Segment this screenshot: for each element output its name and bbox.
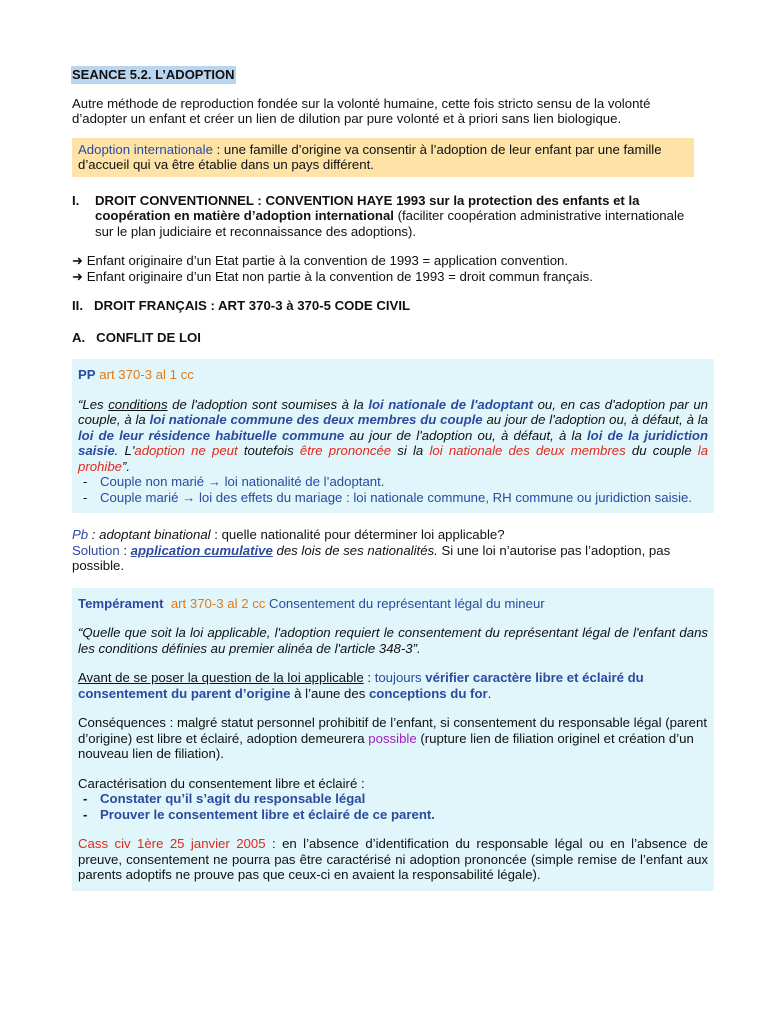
temperament-header bbox=[78, 596, 708, 612]
international-adoption-box bbox=[72, 138, 694, 177]
principle-list bbox=[78, 474, 708, 505]
temperament-consequences: Conséquences : malgré statut personnel prohibitif de l’enfant, si consentement du responsable légal (parent d’origine) est libre et éclairé, adoption demeurera possible (rupture lien de filiation originel et création d’un nouveau lien de filiation). bbox=[78, 715, 707, 761]
temperament-cass: Cass civ 1ère 25 janvier 2005 : en l’absence d’identification du responsable légal ou en l’absence de preuve, consentement ne pourra pas être caractérisé ni adoption prononcée (simple remise de l’enfant aux parents adoptifs ne prouve pas que ceux-ci en avaient la responsabilité légale). bbox=[78, 836, 708, 882]
principle-box bbox=[72, 359, 714, 513]
principle-label: PP bbox=[78, 367, 96, 382]
international-adoption-text: : une famille d’origine va consentir à l’adoption de leur enfant par une famille d’accueil qui va être établie dans un pays différent. bbox=[78, 141, 662, 172]
problem-label: Pb bbox=[72, 527, 89, 542]
solution-rest: des lois de ses nationalités. bbox=[272, 542, 438, 558]
section-1-rest: (faciliter coopération administrative internationale sur le plan judiciaire et reconnaissance des adoptions). bbox=[95, 208, 685, 239]
temperament-avant: Avant de se poser la question de la loi applicable : toujours vérifier caractère libre et éclairé du consentement du parent d’origine à l’aune des conceptions du for. bbox=[78, 670, 644, 701]
solution-label: Solution bbox=[72, 542, 120, 558]
problem-rest: : quelle nationalité pour déterminer loi applicable? bbox=[210, 527, 505, 542]
section-1-number: I. bbox=[72, 192, 80, 208]
list-item: - Prouver le consentement libre et éclairé de ce parent. bbox=[78, 807, 708, 823]
caracterisation-list bbox=[78, 791, 708, 822]
cass-label: Cass civ 1ère 25 janvier 2005 bbox=[78, 836, 266, 851]
principle-header bbox=[78, 367, 708, 383]
temperament-label: Tempérament bbox=[78, 595, 164, 611]
temperament-quote: “Quelle que soit la loi applicable, l'adoption requiert le consentement du représentant légal de l'enfant dans les conditions définies au premier alinéa de l'article 348-3”. bbox=[78, 625, 708, 656]
list-item: - Constater qu’il s’agit du responsable légal bbox=[78, 791, 708, 807]
problem-solution bbox=[72, 527, 696, 574]
temperament-caracterisation: Caractérisation du consentement libre et éclairé : bbox=[78, 775, 365, 791]
list-item: - Couple marié → loi des effets du mariage : loi nationale commune, RH commune ou juridiction saisie. bbox=[78, 490, 708, 506]
arrow-item: ➜ Enfant originaire d’un Etat partie à la convention de 1993 = application convention. bbox=[72, 253, 569, 268]
convention-arrows bbox=[72, 253, 696, 284]
problem-text: : adoptant binational bbox=[88, 527, 211, 542]
intro-paragraph: Autre méthode de reproduction fondée sur la volonté humaine, cette fois stricto sensu de la volonté d’adopter un enfant et créer un lien de dilution par pure volonté et à priori sans lien biologique. bbox=[72, 95, 651, 126]
document-page bbox=[72, 66, 709, 891]
temperament-subject: Consentement du représentant légal du mineur bbox=[265, 595, 545, 611]
section-1 bbox=[72, 193, 696, 240]
section-2-heading: II. DROIT FRANÇAIS : ART 370-3 à 370-5 CODE CIVIL bbox=[72, 298, 411, 313]
international-adoption-term: Adoption internationale bbox=[78, 141, 213, 157]
problem-line bbox=[72, 527, 696, 543]
temperament-article: art 370-3 al 2 cc bbox=[170, 595, 266, 611]
principle-quote: “Les conditions de l'adoption sont soumises à la loi nationale de l'adoptant ou, en cas d'adoption par un couple, à la loi nationale commune des deux membres du couple au jour de l'adoption ou, à défaut, à la loi de leur résidence habituelle commune au jour de l'adoption ou, à défaut, à la loi de la juridiction saisie. L'adoption ne peut toutefois être prononcée si la loi nationale des deux membres du couple la prohibe”. bbox=[78, 396, 709, 474]
temperament-box bbox=[72, 588, 714, 891]
solution-link: application cumulative bbox=[130, 542, 273, 558]
section-1-heading: DROIT CONVENTIONNEL : CONVENTION HAYE 1993 sur la protection des enfants et la coopération en matière d’adoption international bbox=[95, 192, 640, 223]
arrow-item: ➜ Enfant originaire d’un Etat non partie à la convention de 1993 = droit commun français. bbox=[72, 268, 593, 284]
list-item: - Couple non marié → loi nationalité de l’adoptant. bbox=[78, 474, 708, 490]
section-a-heading: A. CONFLIT DE LOI bbox=[72, 329, 201, 345]
page-title-row bbox=[71, 66, 696, 84]
solution-line: Solution : application cumulative des lois de ses nationalités. Si une loi n’autorise pas l’adoption, pas possible. bbox=[72, 542, 671, 573]
page-title: SEANCE 5.2. L’ADOPTION bbox=[72, 67, 235, 82]
principle-article: art 370-3 al 1 cc bbox=[95, 367, 194, 382]
